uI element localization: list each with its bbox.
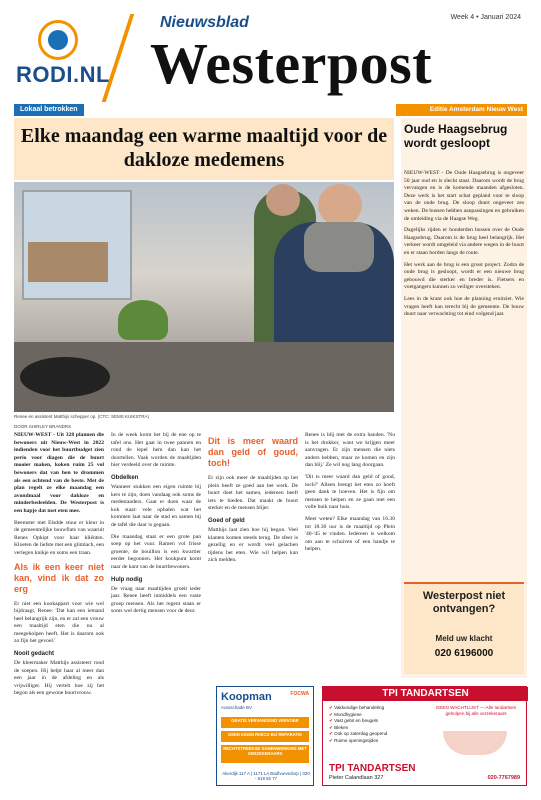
photo-caption: Renee en assistent Matthijs schepper op. (CTC: SEMS KUIKSTRA)	[14, 414, 150, 419]
masthead	[0, 0, 541, 106]
masthead-divider	[102, 14, 135, 102]
service-item: ✔ Vakkundige behandeling	[329, 705, 419, 712]
photo-pan	[20, 357, 110, 397]
tpi-dentist-ad[interactable]	[322, 686, 527, 786]
koopman-logo: Koopman	[221, 691, 272, 703]
sidebar-paragraph: Dagelijks rijden er honderden bussen over de Oude Haagsebrug. Daarom is de brug heel belangrijk. Het verkeer wordt omgeleid via andere wegen in de buurt en er staan borden langs de route.	[404, 227, 524, 256]
article-byline: DOOR SHIRLEY BRANDRS	[14, 424, 72, 429]
article-paragraph: Renee is blij met de extra handen. 'Nu is het drukker, want we krijgen meer aanvragen. Er zijn mensen die niets anders hebben, maar ze komen en zijn dan blij.' Ze wil nog lang doorgaan.	[305, 432, 395, 469]
article-column-2	[111, 432, 201, 620]
article-paragraph: 'Dit is meer waard dan geld of goud, toch?' Alleen brengt het eten zo hoeft geen dank te hoeven. Het is fijn om mensen te helpen en ze gaan met een volle buik naar huis.	[305, 473, 395, 511]
tpi-services	[329, 705, 419, 745]
smile-image	[443, 731, 507, 755]
photo-scarf	[304, 222, 374, 272]
subheading: Obdelken	[111, 474, 139, 481]
delivery-complaint-ad[interactable]	[404, 582, 524, 674]
photo-plant	[118, 300, 168, 340]
article-paragraph: De kleermaker Matthijs assisteert rond de soepen. Hij helpt haar al meer dan een jaar in de afdeling en als vrijwilliger. Hij vertelt hoe zij het begon als een gewone buurtvrouw.	[14, 660, 104, 697]
article-paragraph: Er niet een kookappart voor wie wel bijdraagt, Renee: 'Dat kan een iemand heel belangrijk zijn, en er zal een vrouw een maaltijd eten die nu al meegeholpen heeft. Het is daarom ook zo fijn het gevoel.'	[14, 600, 104, 645]
focwa-badge: FOCWA	[290, 691, 309, 697]
article-intro: NIEUW-WEST - Uit 328 plannen die bewoners uit Nieuw-West in 2022 indienden voor het buurtbudget zien perio voor diagen die de buurt mooier maken, koken ruim 25 vol bewoners dat van hen te drommen als een ochtend van de beste. Met de plan regelt ze elke maandag een avondmaal voor dakloze en minderbedeelden. De Westerpost is een hapje dat met eten mee.	[14, 432, 104, 514]
service-item: ✔ Mondhygiene	[329, 712, 419, 719]
article-paragraph: Die maandag staat er een grote pan soep op het vuur. Ramen vol frisse groente, de bouillon is een kwartier eerder begonnen. Het kookpunt komt naar de kant van de buurtbewoners.	[111, 533, 201, 570]
publication-label: Nieuwsblad	[160, 14, 249, 31]
issue-date: Week 4 • Januari 2024	[450, 14, 521, 21]
subheading: Goed of geld	[208, 517, 245, 524]
article-paragraph: Er zijn ook meer de maaltijden op het plein heeft ze goed aan het werk. De buurt doet het samen, iedereen heeft iets te bieden. Dat maakt de buurt sterker en de mensen blijer.	[208, 475, 298, 512]
service-item: ✔ Ruime openingstijden	[329, 738, 419, 745]
brand-name[interactable]: RODI.NL	[16, 62, 110, 87]
lead-headline[interactable]: Elke maandag een warme maaltijd voor de dakloze medemens	[20, 125, 388, 171]
sidebar-headline[interactable]: Oude Haagsebrug wordt gesloopt	[404, 122, 508, 150]
subheading: Hulp nodig	[111, 576, 143, 583]
newspaper-title: Westerpost	[150, 31, 433, 96]
koopman-ad[interactable]	[216, 686, 314, 786]
article-paragraph: De vraag naar maaltijden groeit ieder jaar. Renee heeft inmiddels een vaste groep mensen. Als het regent staan er soms wel dertig mensen voor de deur.	[111, 585, 201, 615]
pull-quote: Dit is meer waard dan geld of goud, toch!	[208, 436, 298, 468]
koopman-sub: Autoschade BV	[221, 705, 253, 710]
masthead-bar	[0, 104, 541, 116]
tpi-brand: TPI TANDARTSEN	[329, 763, 416, 774]
tpi-banner: TPI TANDARTSEN	[323, 687, 528, 701]
lead-photo[interactable]	[14, 182, 394, 412]
koopman-feature: GRATIS VERVANGEND VERVOER	[221, 717, 309, 728]
koopman-feature: RECHTSTREEKSE SAMENWERKING MET VERZEKERAARS	[221, 745, 309, 763]
service-item: ✔ Ook op zaterdag geopend	[329, 731, 419, 738]
article-column-1	[14, 432, 104, 702]
article-column-3	[208, 432, 298, 569]
edition-badge: Editie Amsterdam Nieuw West	[396, 104, 527, 116]
article-paragraph: Matthijs laat zien hoe hij begon. Veel klanten komen steeds terug. De sfeer is gezellig en er wordt veel gelachen tijdens het eten. Wie wil helpen kan zich melden.	[208, 526, 298, 564]
article-paragraph: Meer weten? Elke maandag van 16.30 tot 18.30 uur is de maaltijd op Plein '40-'45 te vinden. Iedereen is welkom om aan te schuiven of een handje te helpen.	[305, 515, 395, 553]
sidebar-paragraph: Het werk aan de brug is een groot project. Zodra de oude brug is gesloopt, wordt er een nieuwe brug gebouwd die sterker en breder is. Fietsers en voetgangers kunnen zo veiliger oversteken.	[404, 261, 524, 291]
delivery-ad-sub: Meld uw klacht	[435, 634, 493, 643]
sidebar-paragraph: NIEUW-WEST - De Oude Haagsebrug is ongeveer 50 jaar oud en is slecht staat. Daarom wordt de brug vervangen en is de komende maanden afgesloten. Deze werk is het start schat gepland voor te sloop van de oude brug. De sloop duurt ongeveer zes weken. De bussen hebben aanpassingen en gebruiken de omleiding via de Haagse Weg.	[404, 170, 524, 222]
photo-building	[28, 242, 108, 282]
article-column-4	[305, 432, 395, 558]
tpi-phone[interactable]: 020-7767989	[487, 775, 520, 781]
photo-assistant-head	[266, 184, 300, 216]
tagline-badge: Lokaal betrokken	[14, 104, 84, 116]
rodi-logo-icon[interactable]	[38, 20, 78, 60]
subheading: Nooit gedacht	[14, 651, 54, 658]
koopman-feature: GEEN EIGEN RISICO BIJ REPARATIE	[221, 731, 309, 742]
delivery-ad-phone[interactable]: 020 6196000	[434, 648, 494, 659]
photo-cook-head	[318, 184, 362, 226]
sidebar-article	[404, 170, 524, 323]
service-item: ✔ Bleken	[329, 725, 419, 732]
pull-quote: Als ik een keer niet kan, vind ik dat zo erg	[14, 561, 104, 594]
delivery-ad-title: Westerpost niet ontvangen?	[422, 590, 506, 615]
sidebar-paragraph: Lees in de krant ook hoe de planning eruitziet. Wie vragen heeft kan terecht bij de gemeente. De bouw duurt naar verwachting tot eind volgend jaar.	[404, 295, 524, 318]
koopman-address: Akerdijk 117 A | 1171 LA Badhoevedorp | 020 - 619 82 77	[222, 771, 310, 781]
article-paragraph: In de week komt het bij de ene op te tafel ons. Het gaat in twee pannen en rond de lepel hem dan kan het doortellen. Vaak worden de maaltijden hier verdeeld over de ruimte.	[111, 432, 201, 469]
service-item: ✔ Vast gebit en beugels	[329, 718, 419, 725]
tpi-address: Pieter Calandlaan 327	[329, 775, 384, 781]
article-paragraph: Beemster met Elsdde stuur er kleur in de gemeentelijke bouwflats van waaruit Renes Opkipt voor haar kliënten. Kloeten de liefste met een glimlach, een verlegen knikje en soms een traan.	[14, 519, 104, 556]
tpi-no-waitlist: GEEN WACHTLIJST — Alle tandartsen geholpen bij alle verzekeraars	[435, 705, 517, 716]
article-paragraph: Wanneer stukken een eigen ruimte bij kers te zijn, doen vandaag ook soms de medestanders. Gaat er doen waar de kok staat: vele ophalen wat het kommen laat naar de stad en samen bij de tafel die daar is gegaan.	[111, 483, 201, 528]
